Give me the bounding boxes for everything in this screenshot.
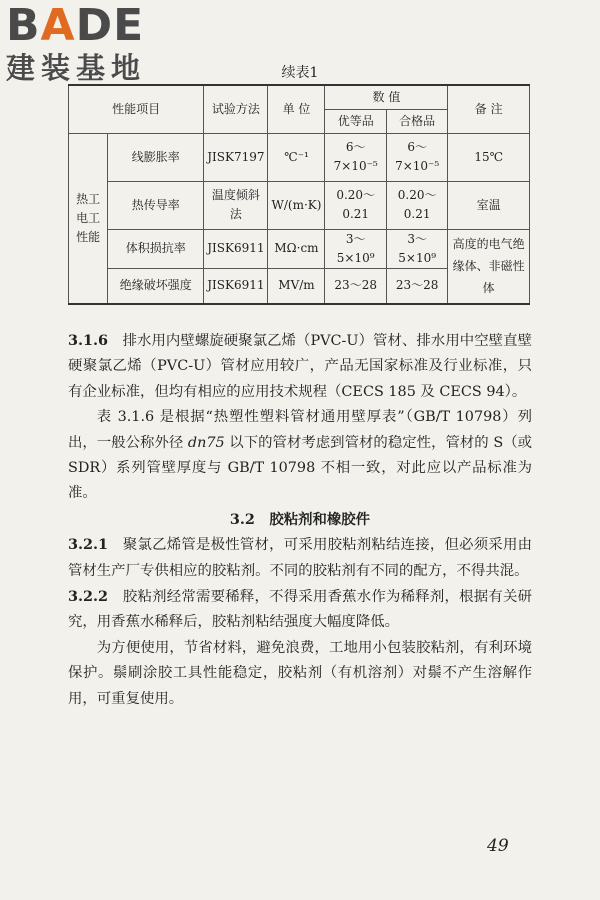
property-table (68, 84, 530, 305)
cell-name: 绝缘破坏强度 (108, 268, 204, 304)
paragraph-3-2-2-continued: 为方便使用，节省材料，避免浪费，工地用小包装胶粘剂，有利环境保护。鬃刷涂胶工具性能稳定，胶粘剂（有机溶剂）对鬃不产生溶解作用，可重复使用。 (68, 639, 532, 707)
cell-qualified: 23～28 (386, 268, 447, 304)
cell-qualified: 0.20～0.21 (386, 181, 447, 229)
group-label: 热工电工性能 (69, 133, 108, 304)
cell-method: JISK6911 (204, 268, 268, 304)
cell-method: JISK6911 (204, 229, 268, 268)
clause-text: 胶粘剂经常需要稀释，不得采用香蕉水作为稀释剂，根据有关研究，用香蕉水稀释后，胶粘剂粘结强度大幅度降低。 (68, 589, 532, 631)
cell-unit: W/(m·K) (268, 181, 325, 229)
logo-wordmark: BADE (6, 0, 145, 51)
clause-number: 3.2.2 (68, 588, 109, 606)
cell-unit: MΩ·cm (268, 229, 325, 268)
paragraph-3-2-1 (68, 532, 532, 584)
cell-note: 高度的电气绝缘体、非磁性体 (448, 229, 530, 304)
cell-name: 体积损抗率 (108, 229, 204, 268)
page-number: 49 (487, 836, 509, 856)
cell-method: JISK7197 (204, 133, 268, 181)
table-caption: 续表1 (281, 65, 319, 81)
nominal-diameter: dn75 (187, 434, 225, 451)
table-header-row (69, 85, 530, 109)
cell-name: 线膨胀率 (108, 133, 204, 181)
clause-text: 排水用内壁螺旋硬聚氯乙烯（PVC-U）管材、排水用中空壁直壁硬聚氯乙烯（PVC-U）管材应用较广，产品无国家标准及行业标准，只有企业标准，但均有相应的应用技术规程（CECS 185 及 CECS 94）。 (68, 333, 532, 400)
cell-unit: MV/m (268, 268, 325, 304)
section-title: 3.2 胶粘剂和橡胶件 (229, 510, 371, 528)
header-excellent: 优等品 (325, 109, 386, 133)
clause-text: 聚氯乙烯管是极性管材，可采用胶粘剂粘结连接，但必须采用由管材生产厂专供相应的胶粘剂。不同的胶粘剂有不同的配方，不得共混。 (68, 537, 532, 579)
header-unit: 单 位 (268, 85, 325, 133)
cell-qualified: 3～5×10⁹ (386, 229, 447, 268)
cell-note: 室温 (448, 181, 530, 229)
cell-qualified: 6～7×10⁻⁵ (386, 133, 447, 181)
header-item: 性能项目 (69, 85, 204, 133)
cell-name: 热传导率 (108, 181, 204, 229)
paragraph-3-1-6 (68, 328, 532, 405)
paragraph-3-2-2 (68, 584, 532, 636)
table-row (69, 133, 530, 181)
clause-number: 3.1.6 (68, 332, 109, 349)
cell-excellent: 23～28 (325, 268, 386, 304)
cell-excellent: 3～5×10⁹ (325, 229, 386, 268)
cell-excellent: 6～7×10⁻⁵ (325, 133, 386, 181)
logo-chinese-name: 建装基地 (6, 51, 147, 85)
cell-method: 温度倾斜法 (204, 181, 268, 229)
cell-excellent: 0.20～0.21 (325, 181, 386, 229)
cell-unit: ℃⁻¹ (268, 133, 325, 181)
header-method: 试验方法 (204, 85, 268, 133)
body-text (68, 328, 532, 712)
header-values: 数 值 (325, 85, 448, 109)
paragraph-3-1-6-explanation: 表 3.1.6 是根据“热塑性塑料管材通用壁厚表”（GB/T 10798）列出，一般公称外径 dn75 以下的管材考虑到管材的稳定性，管材的 S（或 SDR）系列管壁厚度与 GB/T 10798 不相一致，对此应以产品标准为准。 (68, 409, 533, 502)
table-row (69, 181, 530, 229)
header-note: 备 注 (448, 85, 530, 133)
clause-number: 3.2.1 (68, 536, 109, 554)
cell-note: 15℃ (448, 133, 530, 181)
table-row (69, 229, 530, 268)
header-qualified: 合格品 (386, 109, 447, 133)
